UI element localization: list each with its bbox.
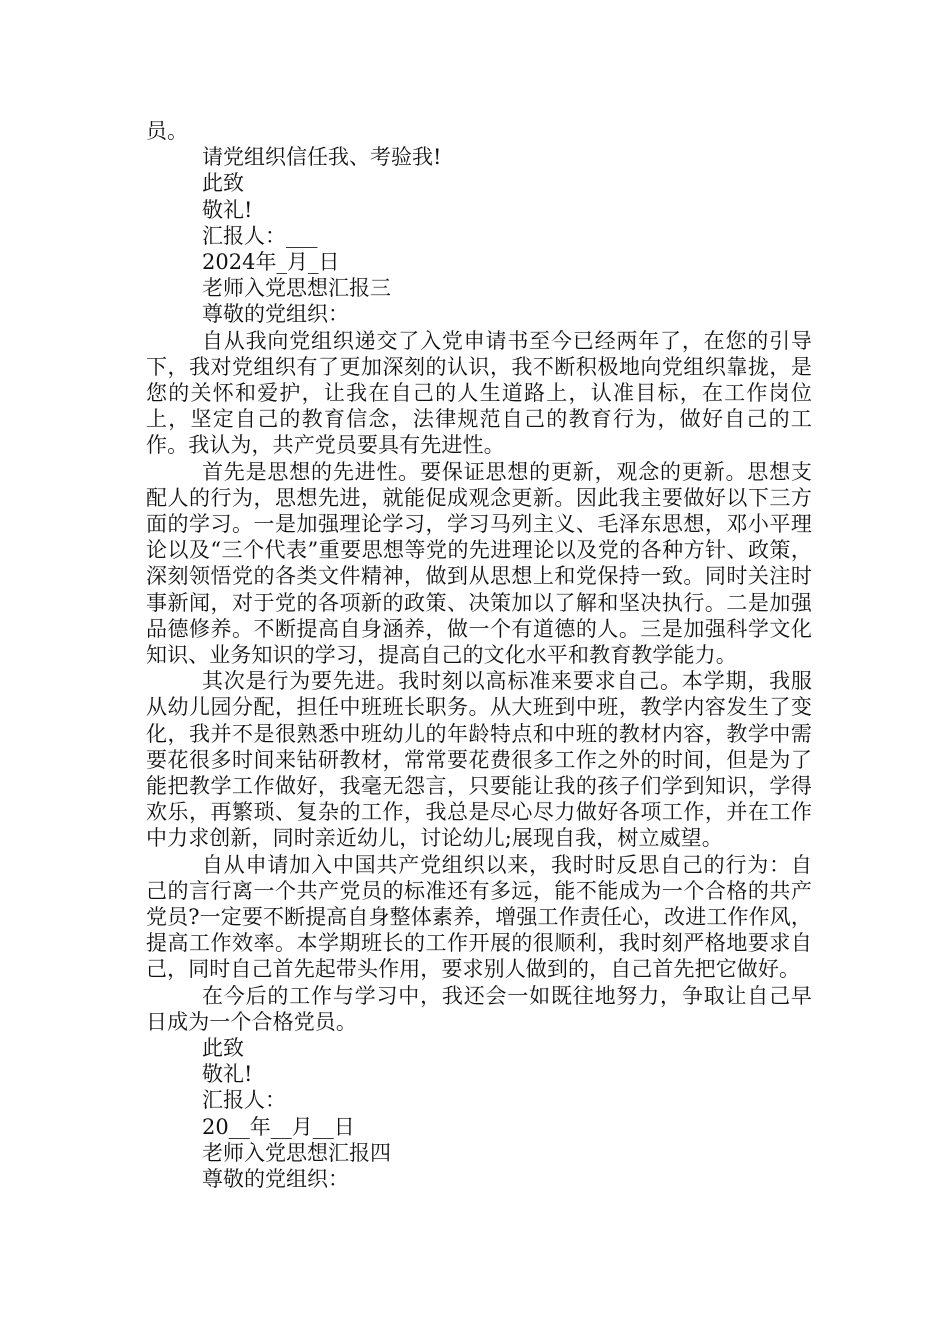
salutation-line: 敬礼! [202,1062,253,1087]
salutation-line: 此致 [202,171,244,196]
section-title: 老师入党思想汇报三 [202,276,391,301]
document-page [146,118,812,1192]
body-paragraph: 其次是行为要先进。我时刻以高标准来要求自己。本学期，我服从幼儿园分配，担任中班班长职务。从大班到中班，教学内容发生了变化，我并不是很熟悉中班幼儿的年龄特点和中班的教材内容，教学中需要花很多时间来钻研教材，常常要花费很多工作之外的时间，但是为了能把教学工作做好，我毫无怨言，只要能让我的孩子们学到知识，学得欢乐，再繁琐、复杂的工作，我总是尽心尽力做好各项工作，并在工作中力求创新，同时亲近幼儿，讨论幼儿;展现自我，树立威望。 [146,669,812,851]
salutation-line: 敬礼! [202,197,253,222]
date-line: 20__年__月__日 [202,1114,355,1139]
body-paragraph: 首先是思想的先进性。要保证思想的更新，观念的更新。思想支配人的行为，思想先进，就能促成观念更新。因此我主要做好以下三方面的学习。一是加强理论学习，学习马列主义、毛泽东思想，邓小平理论以及“三个代表”重要思想等党的先进理论以及党的各种方针、政策，深刻领悟党的各类文件精神，做到从思想上和党保持一致。同时关注时事新闻，对于党的各项新的政策、决策加以了解和坚决执行。二是加强品德修养。不断提高自身涵养，做一个有道德的人。三是加强科学文化知识、业务知识的学习，提高自己的文化水平和教育教学能力。 [146,459,812,667]
addressee-line: 尊敬的党组织： [202,302,349,327]
body-paragraph: 自从我向党组织递交了入党申请书至今已经两年了，在您的引导下，我对党组织有了更加深刻的认识，我不断积极地向党组织靠拢，是您的关怀和爱护，让我在自己的人生道路上，认准目标，在工作岗位上，坚定自己的教育信念，法律规范自己的教育行为，做好自己的工作。我认为，共产党员要具有先进性。 [146,328,812,458]
addressee-line: 尊敬的党组织： [202,1166,349,1191]
body-paragraph: 在今后的工作与学习中，我还会一如既往地努力，争取让自己早日成为一个合格党员。 [146,983,812,1034]
section-title: 老师入党思想汇报四 [202,1140,391,1165]
text-line: 请党组织信任我、考验我! [202,145,442,170]
text-line: 员。 [146,119,188,143]
reporter-line: 汇报人： [202,1088,286,1113]
salutation-line: 此致 [202,1035,244,1060]
reporter-line: 汇报人：___ [202,223,318,248]
body-paragraph: 自从申请加入中国共产党组织以来，我时时反思自己的行为：自己的言行离一个共产党员的标准还有多远，能不能成为一个合格的共产党员?一定要不断提高自身整体素养，增强工作责任心，改进工作作风，提高工作效率。本学期班长的工作开展的很顺利，我时刻严格地要求自己，同时自己首先起带头作用，要求别人做到的，自己首先把它做好。 [146,852,812,982]
date-line: 2024年_月_日 [202,249,340,274]
